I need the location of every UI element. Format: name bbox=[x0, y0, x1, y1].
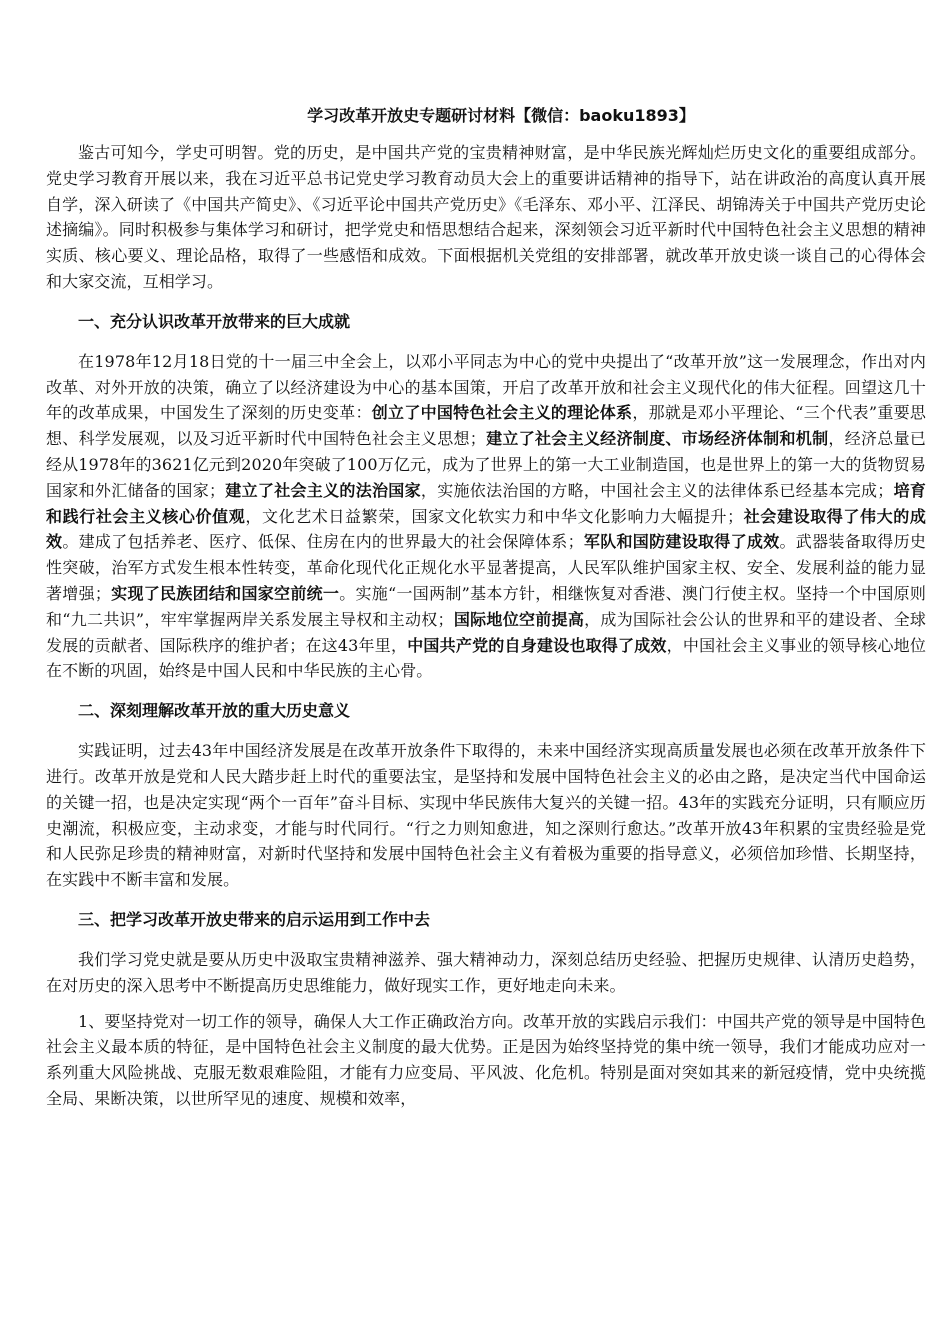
section1-paragraph bbox=[46, 349, 926, 684]
achievement-highlight: 培育和践行社会主义核心价值观 bbox=[46, 480, 927, 526]
text-run: ，那就是邓小平理论、“三个代表”重要思想、科学发展观，以及习近平新时代中国特色社会主义思想； bbox=[46, 403, 926, 449]
achievement-highlight: 创立了中国特色社会主义的理论体系 bbox=[371, 403, 633, 423]
section-heading-1: 一、充分认识改革开放带来的巨大成就 bbox=[78, 311, 351, 331]
achievement-highlight: 中国共产党的自身建设也取得了成效 bbox=[407, 635, 667, 655]
text-run: 。建成了包括养老、医疗、低保、住房在内的世界最大的社会保障体系； bbox=[62, 532, 584, 552]
text-run: ，文化艺术日益繁荣，国家文化软实力和中华文化影响力大幅提升； bbox=[245, 506, 744, 526]
text-run: ，成为国际社会公认的世界和平的建设者、全球发展的贡献者、国际秩序的维护者；在这43年里， bbox=[46, 609, 926, 655]
achievement-highlight: 实现了民族团结和国家空前统一 bbox=[110, 583, 340, 603]
text-run: ，经济总量已经从1978年的3621亿元到2020年突破了100万亿元，成为了世界上的第一大工业制造国，也是世界上的第一大的货物贸易国家和外汇储备的国家； bbox=[46, 429, 926, 500]
achievement-highlight: 建立了社会主义的法治国家 bbox=[225, 480, 421, 500]
text-run: ，实施依法治国的方略，中国社会主义的法律体系已经基本完成； bbox=[420, 480, 894, 500]
section3-paragraph-2: 1、要坚持党对一切工作的领导，确保人大工作正确政治方向。改革开放的实践启示我们：中国共产党的领导是中国特色社会主义最本质的特征，是中国特色社会主义制度的最大优势。正是因为始终坚持党的集中统一领导，我们才能成功应对一系列重大风险挑战、克服无数艰难险阻，才能有力应变局、平风波、化危机。特别是面对突如其来的新冠疫情，党中央统揽全局、果断决策，以世所罕见的速度、规模和效率， bbox=[46, 1011, 926, 1108]
text-run: 。武器装备取得历史性突破，治军方式发生根本性转变，革命化现代化正规化水平显著提高，人民军队维护国家主权、安全、发展利益的能力显著增强； bbox=[46, 532, 926, 603]
achievement-highlight: 国际地位空前提高 bbox=[453, 609, 585, 629]
intro-paragraph: 鉴古可知今，学史可明智。党的历史，是中国共产党的宝贵精神财富，是中华民族光辉灿烂历史文化的重要组成部分。党史学习教育开展以来，我在习近平总书记党史学习教育动员大会上的重要讲话精神的指导下，站在讲政治的高度认真开展自学，深入研读了《中国共产简史》、《习近平论中国共产党历史》《毛泽东、邓小平、江泽民、胡锦涛关于中国共产党历史论述摘编》。同时积极参与集体学习和研讨，把学党史和悟思想结合起来，深刻领会习近平新时代中国特色社会主义思想的精神实质、核心要义、理论品格，取得了一些感悟和成效。下面根据机关党组的安排部署，就改革开放史谈一谈自己的心得体会和大家交流，互相学习。 bbox=[46, 143, 926, 291]
document-title: 学习改革开放史专题研讨材料【微信：baoku1893】 bbox=[307, 106, 695, 125]
achievement-highlight: 社会建设取得了伟大的成效 bbox=[46, 506, 926, 552]
section2-paragraph: 实践证明，过去43年中国经济发展是在改革开放条件下取得的，未来中国经济实现高质量发展也必须在改革开放条件下进行。改革开放是党和人民大踏步赶上时代的重要法宝，是坚持和发展中国特色社会主义的必由之路，是决定当代中国命运的关键一招，也是决定实现“两个一百年”奋斗目标、实现中华民族伟大复兴的关键一招。43年的实践充分证明，只有顺应历史潮流，积极应变，主动求变，才能与时代同行。“行之力则知愈进，知之深则行愈达。”改革开放43年积累的宝贵经验是党和人民弥足珍贵的精神财富，对新时代坚持和发展中国特色社会主义有着极为重要的指导意义，必须倍加珍惜、长期坚持，在实践中不断丰富和发展。 bbox=[46, 741, 926, 890]
achievement-highlight: 建立了社会主义经济制度、市场经济体制和机制 bbox=[485, 429, 829, 449]
text-run: ，中国社会主义事业的领导核心地位在不断的巩固，始终是中国人民和中华民族的主心骨。 bbox=[46, 635, 926, 681]
document-page bbox=[46, 104, 926, 1122]
achievement-highlight: 军队和国防建设取得了成效 bbox=[583, 532, 780, 552]
section-heading-3: 三、把学习改革开放史带来的启示运用到工作中去 bbox=[78, 909, 431, 929]
section3-paragraph-1: 我们学习党史就是要从历史中汲取宝贵精神滋养、强大精神动力，深刻总结历史经验、把握历史规律、认清历史趋势，在对历史的深入思考中不断提高历史思维能力，做好现实工作，更好地走向未来。 bbox=[46, 949, 926, 995]
section-heading-2: 二、深刻理解改革开放的重大历史意义 bbox=[78, 701, 351, 721]
text-run: 在1978年12月18日党的十一届三中全会上，以邓小平同志为中心的党中央提出了“改革开放”这一发展理念，作出对内改革、对外开放的决策，确立了以经济建设为中心的基本国策，开启了改革开放和社会主义现代化的伟大征程。回望这几十年的改革成果，中国发生了深刻的历史变革： bbox=[46, 351, 926, 423]
text-run: 。实施“一国两制”基本方针，相继恢复对香港、澳门行使主权。坚持一个中国原则和“九二共识”，牢牢掌握两岸关系发展主导权和主动权； bbox=[46, 583, 926, 629]
